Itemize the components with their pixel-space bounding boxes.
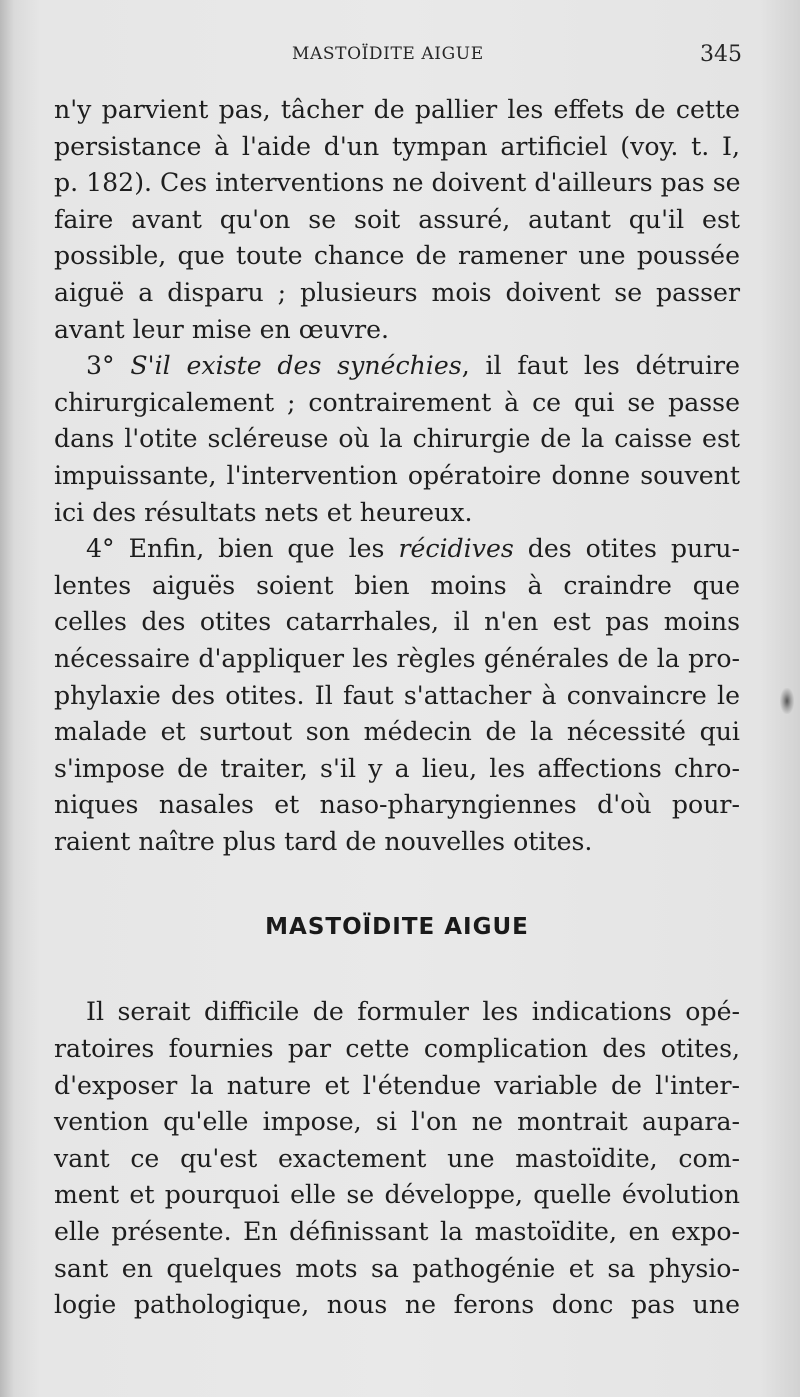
text-line: ment et pourquoi elle se développe, quelle évolution [54, 1180, 740, 1210]
text-line: n'y parvient pas, tâcher de pallier les effets de cette [54, 95, 740, 124]
text-run: 4° Enfin, bien que les [86, 534, 399, 564]
page-number: 345 [700, 42, 742, 67]
text-line: vant ce qu'est exactement une mastoïdite, com- [54, 1143, 740, 1173]
text-line: elle présente. En définissant la mastoïdite, en expo- [54, 1217, 740, 1247]
text-line: vention qu'elle impose, si l'on ne montrait aupara- [54, 1107, 740, 1137]
text-line: sant en quelques mots sa pathogénie et sa physio- [54, 1253, 740, 1283]
text-line: dans l'otite scléreuse où la chirurgie de la caisse est [54, 424, 740, 454]
text-run: , il faut les détruire [461, 351, 740, 381]
text-line: d'exposer la nature et l'étendue variable de l'inter- [54, 1070, 740, 1100]
item-number: 3° [86, 351, 131, 381]
text-line: avant leur mise en œuvre. [54, 314, 390, 344]
text-line: p. 182). Ces interventions ne doivent d'ailleurs pas se [54, 168, 741, 198]
text-line: ratoires fournies par cette complication des otites, [54, 1034, 740, 1064]
text-line: possible, que toute chance de ramener une poussée [54, 241, 740, 271]
text-run: des otites puru- [513, 534, 741, 564]
text-line: chirurgicalement ; contrairement à ce qui se passe [54, 387, 740, 417]
text-line: niques nasales et naso-pharyngiennes d'où pour- [54, 790, 740, 820]
italic-term: récidives [398, 534, 514, 564]
text-line: malade et surtout son médecin de la nécessité qui [54, 717, 740, 747]
paragraph-4-first-line [54, 531, 740, 568]
text-line: nécessaire d'appliquer les règles générales de la pro- [54, 643, 740, 673]
text-line: lentes aiguës soient bien moins à craindre que [54, 570, 740, 600]
text-line: ici des résultats nets et heureux. [54, 497, 473, 527]
paragraph-3-first-line [54, 348, 740, 385]
text-line: faire avant qu'on se soit assuré, autant qu'il est [54, 204, 740, 234]
ink-smudge [780, 688, 794, 714]
text-line: impuissante, l'intervention opératoire donne souvent [54, 460, 740, 490]
italic-term: S'il existe des synéchies [130, 351, 462, 381]
running-title: MASTOÏDITE AIGUE [292, 44, 484, 64]
text-line: phylaxie des otites. Il faut s'attacher à convaincre le [54, 680, 740, 710]
text-line: s'impose de traiter, s'il y a lieu, les affections chro- [54, 753, 740, 783]
text-line: persistance à l'aide d'un tympan artificiel (voy. t. I, [54, 131, 740, 161]
text-line: raient naître plus tard de nouvelles otites. [54, 826, 593, 856]
text-line: Il serait difficile de formuler les indications opé- [86, 997, 740, 1027]
running-head [54, 44, 742, 74]
section-heading: MASTOÏDITE AIGUE [265, 914, 529, 941]
text-line: aiguë a disparu ; plusieurs mois doivent se passer [54, 277, 740, 307]
text-line: logie pathologique, nous ne ferons donc pas une [54, 1290, 740, 1320]
text-line: celles des otites catarrhales, il n'en est pas moins [54, 607, 740, 637]
text-block [54, 92, 740, 1324]
